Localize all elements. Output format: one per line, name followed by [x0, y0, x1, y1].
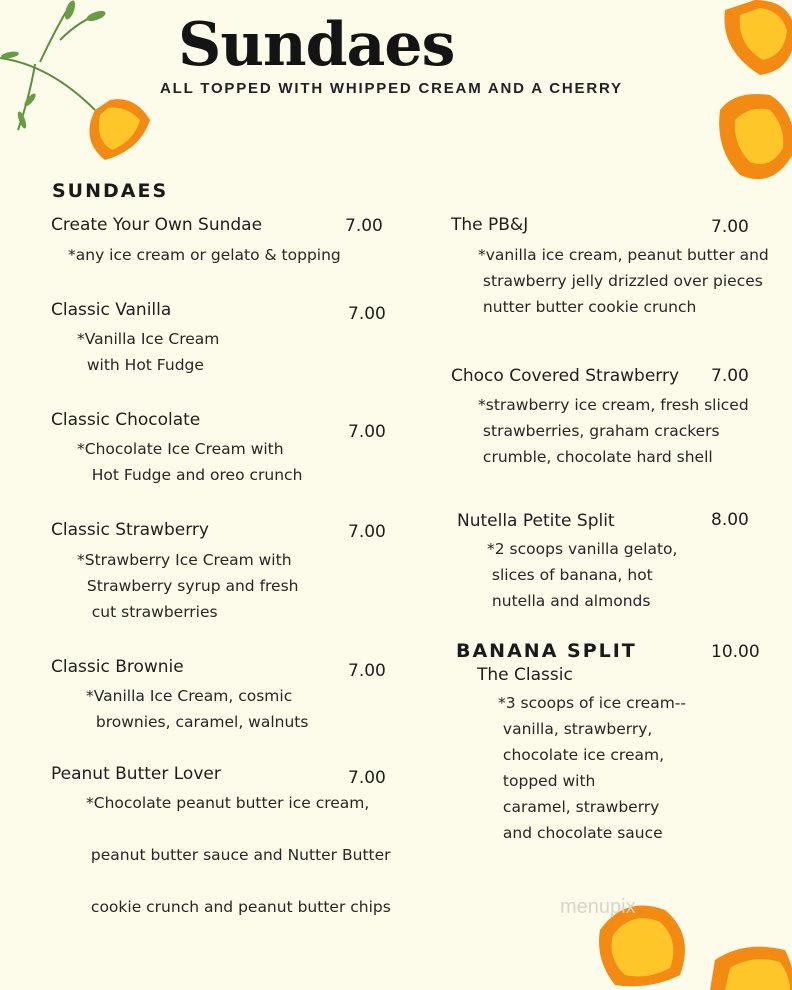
item-description: *vanilla ice cream, peanut butter and strawberry jelly drizzled over pieces nutter butter cookie crunch: [478, 246, 769, 316]
item-description: *3 scoops of ice cream-- vanilla, strawberry, chocolate ice cream, topped with caramel, strawberry and chocolate sauce: [498, 694, 686, 842]
item-description: *Chocolate Ice Cream with Hot Fudge and oreo crunch: [77, 440, 303, 484]
item-price: 7.00: [348, 661, 386, 681]
item-price: 10.00: [711, 642, 760, 662]
item-name: Choco Covered Strawberry: [451, 366, 680, 386]
item-name: Nutella Petite Split: [457, 511, 615, 531]
item-price: 8.00: [711, 510, 749, 530]
item-name: Classic Strawberry: [51, 520, 209, 540]
item-name: Peanut Butter Lover: [51, 764, 221, 784]
item-description: *2 scoops vanilla gelato, slices of banana, hot nutella and almonds: [487, 540, 678, 610]
page-subtitle: ALL TOPPED WITH WHIPPED CREAM AND A CHERRY: [160, 80, 623, 97]
item-price: 7.00: [711, 366, 749, 386]
item-subname: The Classic: [477, 665, 573, 685]
item-description: *Vanilla Ice Cream with Hot Fudge: [77, 330, 220, 374]
item-name: Classic Chocolate: [51, 410, 201, 430]
poppy-flower-icon: [715, 0, 792, 200]
banana-split-heading: BANANA SPLIT: [456, 640, 637, 662]
leaf-sprig-icon: [0, 0, 170, 170]
item-name: Create Your Own Sundae: [51, 215, 263, 235]
item-name: The PB&J: [451, 215, 529, 235]
item-description: *Chocolate peanut butter ice cream, peanut butter sauce and Nutter Butter cookie crunch and peanut butter chips: [86, 794, 391, 916]
item-description: *Vanilla Ice Cream, cosmic brownies, caramel, walnuts: [86, 687, 309, 731]
item-price: 7.00: [348, 304, 386, 324]
watermark: menupix: [560, 896, 636, 918]
item-description: *any ice cream or gelato & topping: [68, 246, 341, 264]
item-name: Classic Brownie: [51, 657, 184, 677]
item-description: *strawberry ice cream, fresh sliced strawberries, graham crackers crumble, chocolate hard shell: [478, 396, 749, 466]
item-price: 7.00: [345, 216, 383, 236]
item-price: 7.00: [348, 522, 386, 542]
item-price: 7.00: [348, 768, 386, 788]
section-heading: SUNDAES: [52, 180, 169, 202]
item-price: 7.00: [348, 422, 386, 442]
poppy-flower-icon: [89, 99, 150, 160]
item-name: Classic Vanilla: [51, 300, 172, 320]
page-title: Sundaes: [178, 10, 455, 80]
item-description: *Strawberry Ice Cream with Strawberry syrup and fresh cut strawberries: [77, 551, 299, 621]
item-price: 7.00: [711, 217, 749, 237]
